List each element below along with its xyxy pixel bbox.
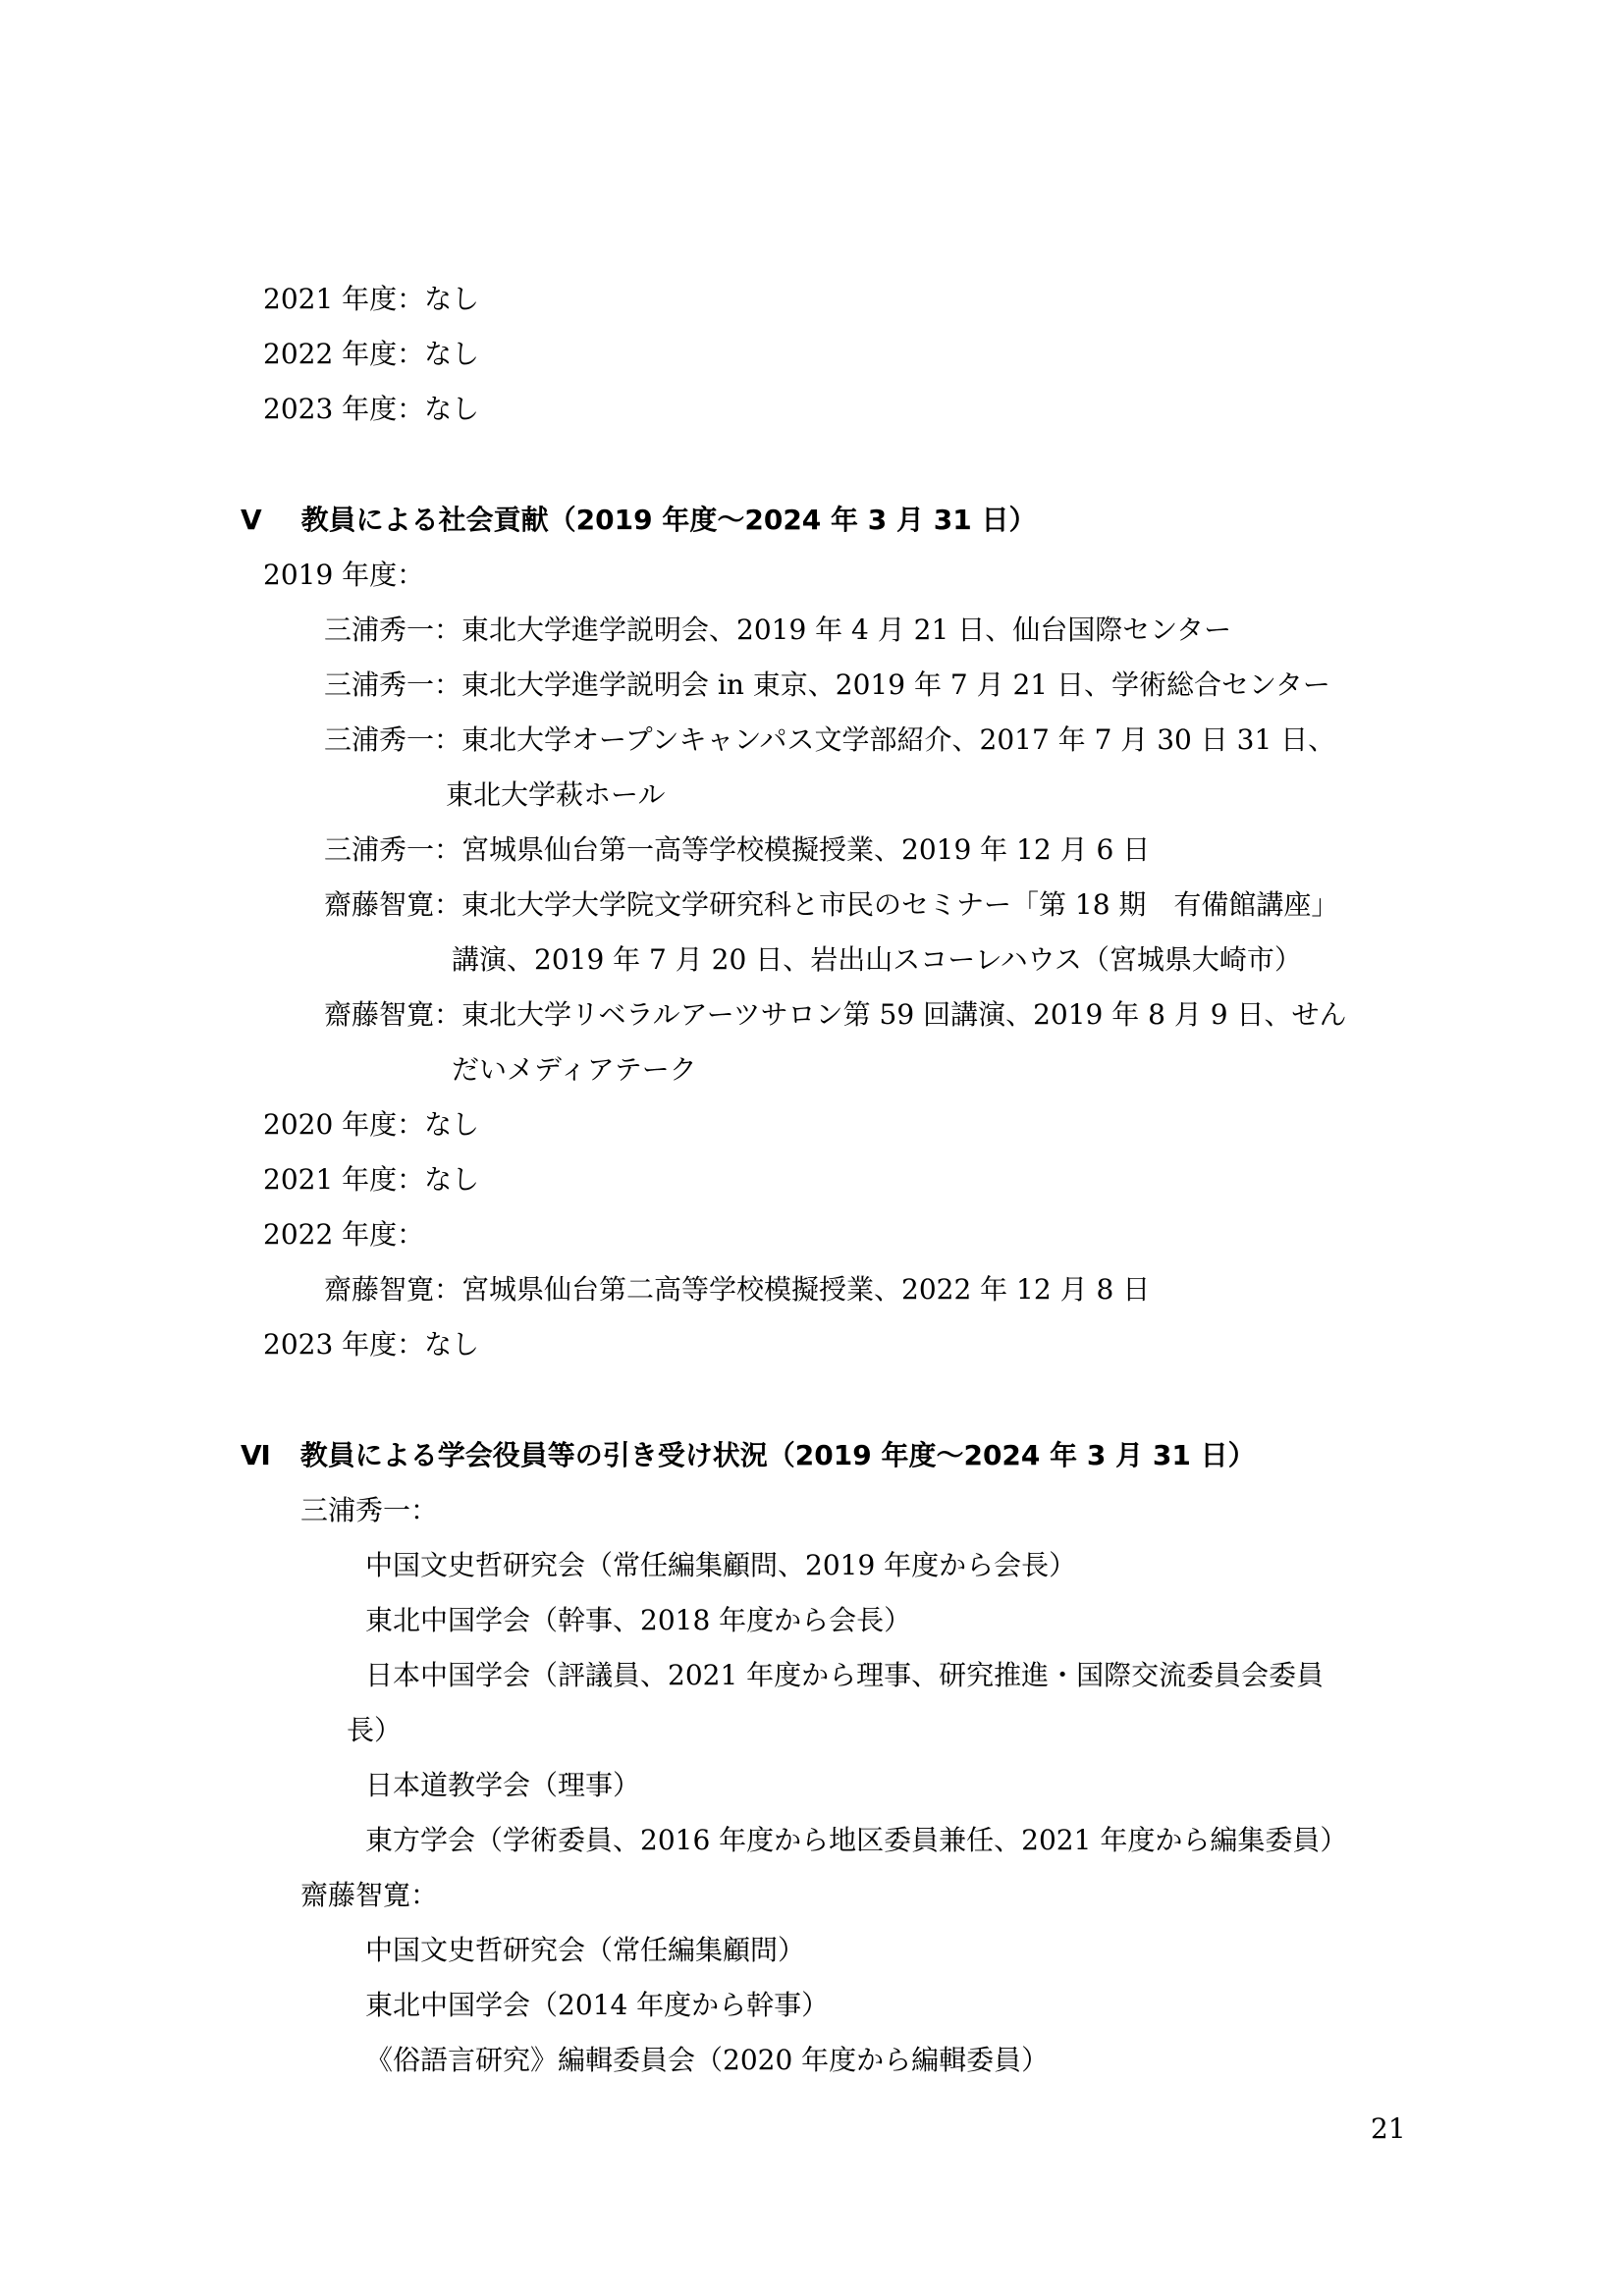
top-entry-2022: 2022 年度：なし (263, 338, 480, 370)
s5-year-2021: 2021 年度：なし (263, 1163, 480, 1196)
section-6-numeral: Ⅵ (241, 1439, 271, 1471)
s5-entry-3-cont: 東北大学萩ホール (446, 778, 666, 811)
s6-entry-5: 東方学会（学術委員、2016 年度から地区委員兼任、2021 年度から編集委員） (365, 1824, 1348, 1856)
section-5-numeral: Ⅴ (241, 504, 262, 536)
s6-person-saito: 齋藤智寛： (300, 1879, 439, 1911)
s5-entry-5-cont: 講演、2019 年 7 月 20 日、岩出山スコーレハウス（宮城県大崎市） (452, 943, 1302, 976)
s6-entry-3-cont: 長） (347, 1714, 403, 1746)
s5-year-2019: 2019 年度： (263, 559, 425, 591)
s5-year-2023: 2023 年度：なし (263, 1328, 480, 1361)
s5-entry-4: 三浦秀一：宮城県仙台第一高等学校模擬授業、2019 年 12 月 6 日 (324, 833, 1151, 866)
s5-entry-6: 齋藤智寛：東北大学リベラルアーツサロン第 59 回講演、2019 年 8 月 9 日、せん (324, 998, 1347, 1031)
top-entry-2023: 2023 年度：なし (263, 393, 480, 425)
s6-entry-6: 中国文史哲研究会（常任編集顧問） (365, 1934, 806, 1966)
s5-entry-2: 三浦秀一：東北大学進学説明会 in 東京、2019 年 7 月 21 日、学術総合センター (324, 668, 1330, 701)
s6-entry-2: 東北中国学会（幹事、2018 年度から会長） (365, 1604, 912, 1636)
s6-entry-7: 東北中国学会（2014 年度から幹事） (365, 1989, 830, 2021)
s5-entry-3: 三浦秀一：東北大学オープンキャンパス文学部紹介、2017 年 7 月 30 日 31 日、 (324, 723, 1336, 756)
s5-year-2022: 2022 年度： (263, 1218, 425, 1251)
s5-entry-6-cont: だいメディアテーク (452, 1053, 697, 1086)
s6-entry-3: 日本中国学会（評議員、2021 年度から理事、研究推進・国際交流委員会委員 (365, 1659, 1325, 1691)
section-5-title: 教員による社会貢献（2019 年度〜2024 年 3 月 31 日） (300, 504, 1037, 536)
section-5-heading (241, 501, 1036, 540)
s5-entry-1: 三浦秀一：東北大学進学説明会、2019 年 4 月 21 日、仙台国際センター (324, 614, 1232, 646)
s6-person-miura: 三浦秀一： (300, 1494, 439, 1526)
s5-year-2020: 2020 年度：なし (263, 1108, 480, 1141)
s5-entry-7: 齋藤智寛：宮城県仙台第二高等学校模擬授業、2022 年 12 月 8 日 (324, 1273, 1151, 1306)
s5-entry-5: 齋藤智寛：東北大学大学院文学研究科と市民のセミナー「第 18 期 有備館講座」 (324, 888, 1339, 921)
s6-entry-8: 《俗語言研究》編輯委員会（2020 年度から編輯委員） (365, 2044, 1050, 2076)
page-number: 21 (1371, 2112, 1406, 2145)
s6-entry-1: 中国文史哲研究会（常任編集顧問、2019 年度から会長） (365, 1549, 1077, 1581)
section-6-title: 教員による学会役員等の引き受け状況（2019 年度〜2024 年 3 月 31 日） (299, 1439, 1256, 1471)
s6-entry-4: 日本道教学会（理事） (365, 1769, 641, 1801)
top-entry-2021: 2021 年度：なし (263, 283, 480, 315)
section-6-heading (241, 1436, 1256, 1475)
